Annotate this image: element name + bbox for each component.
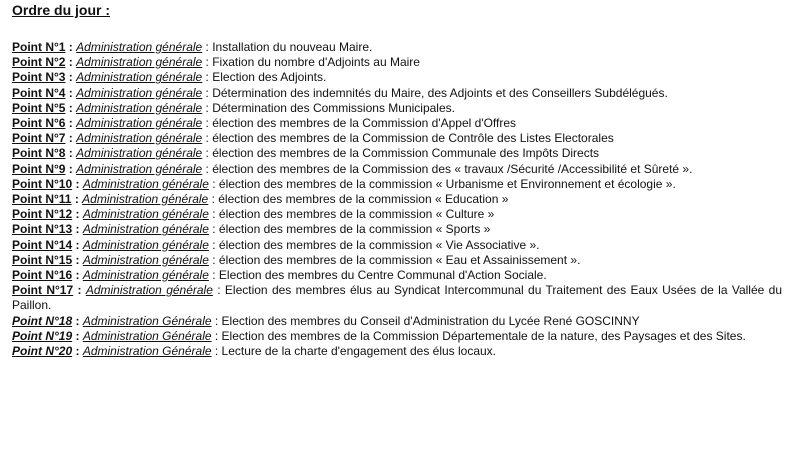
agenda-item-1 — [12, 40, 782, 55]
agenda-item-5 — [12, 101, 782, 116]
agenda-item-7 — [12, 131, 782, 146]
item-number: Point N°10 — [12, 176, 73, 191]
agenda-item-6 — [12, 116, 782, 131]
item-separator: : — [72, 252, 83, 267]
item-separator: : — [65, 85, 77, 100]
agenda-item-18 — [12, 314, 782, 329]
item-number: Point N°11 — [12, 192, 72, 207]
item-number: Point N°20 — [12, 344, 73, 359]
item-number: Point N°7 — [12, 131, 66, 146]
item-separator: : — [72, 328, 83, 343]
item-category: Administration générale — [76, 161, 203, 176]
item-number: Point N°9 — [12, 161, 66, 176]
agenda-item-14 — [12, 238, 782, 253]
item-description: : élection des membres de la commission « Culture » — [208, 207, 495, 222]
item-category: Administration Générale — [82, 328, 212, 343]
item-category: Administration générale — [76, 55, 203, 70]
item-number: Point N°1 — [12, 40, 66, 54]
item-description: : élection des membres de la Commission de Contrôle des Listes Electorales — [202, 131, 614, 146]
item-separator: : — [65, 70, 77, 85]
item-description: : Lecture de la charte d'engagement des élus locaux. — [211, 344, 497, 359]
item-separator: : — [65, 131, 77, 146]
item-description: : élection des membres de la Commission d'Appel d'Offres — [202, 116, 517, 131]
item-category: Administration générale — [82, 252, 209, 267]
item-separator: : — [73, 283, 86, 298]
agenda-item-13 — [12, 222, 782, 237]
item-number: Point N°15 — [12, 252, 73, 267]
item-description: : élection des membres de la commission « Urbanisme et Environnement et écologie ». — [208, 176, 676, 191]
item-separator: : — [65, 40, 77, 54]
item-separator: : — [71, 192, 83, 207]
item-separator: : — [65, 100, 77, 115]
item-number: Point N°13 — [12, 222, 73, 237]
item-category: Administration générale — [82, 176, 209, 191]
agenda-item-8 — [12, 146, 782, 161]
item-category: Administration Générale — [82, 344, 212, 359]
item-category: Administration générale — [85, 283, 213, 298]
item-description: : élection des membres de la Commission Communale des Impôts Directs — [202, 146, 600, 161]
item-category: Administration générale — [82, 192, 209, 207]
item-separator: : — [72, 176, 83, 191]
agenda-item-2 — [12, 55, 782, 70]
item-number: Point N°16 — [12, 268, 73, 283]
item-description: : élection des membres de la commission « Sports » — [208, 222, 491, 237]
item-category: Administration générale — [76, 40, 203, 54]
item-category: Administration générale — [82, 268, 209, 283]
agenda-item-15 — [12, 253, 782, 268]
item-description: : élection des membres de la Commission des « travaux /Sécurité /Accessibilité et Sûreté ». — [202, 161, 693, 176]
item-number: Point N°5 — [12, 100, 66, 115]
item-number: Point N°18 — [12, 313, 73, 328]
agenda-item-9 — [12, 162, 782, 177]
item-separator: : — [65, 55, 77, 70]
item-category: Administration générale — [76, 131, 203, 146]
item-number: Point N°17 — [12, 283, 74, 298]
agenda-item-19 — [12, 329, 782, 344]
item-description: : élection des membres de la commission « Vie Associative ». — [208, 237, 540, 252]
item-number: Point N°2 — [12, 55, 66, 70]
item-category: Administration générale — [76, 146, 203, 161]
item-description: : Election des membres de la Commission Départementale de la nature, des Paysages et des Sites. — [211, 328, 746, 343]
item-description: : Fixation du nombre d'Adjoints au Maire — [202, 55, 420, 70]
item-separator: : — [65, 116, 77, 131]
item-category: Administration Générale — [82, 313, 212, 328]
item-separator: : — [72, 207, 83, 222]
item-separator: : — [72, 237, 83, 252]
item-category: Administration générale — [76, 85, 203, 100]
item-category: Administration générale — [82, 237, 209, 252]
item-separator: : — [72, 344, 83, 359]
item-description: : élection des membres de la commission « Education » — [208, 192, 509, 207]
agenda-item-11 — [12, 192, 782, 207]
item-number: Point N°8 — [12, 146, 66, 161]
item-separator: : — [72, 268, 83, 283]
item-category: Administration générale — [76, 116, 203, 131]
item-number: Point N°3 — [12, 70, 66, 85]
item-number: Point N°4 — [12, 85, 66, 100]
item-description: : Election des Adjoints. — [202, 70, 327, 85]
item-description: : Détermination des Commissions Municipales. — [202, 100, 455, 115]
item-category: Administration générale — [76, 70, 203, 85]
item-description: : Election des membres élus au Syndicat Intercommunal du Traitement des Eaux Usées de la Vallée du Paillon. — [12, 283, 782, 313]
agenda-item-10 — [12, 177, 782, 192]
agenda-item-16 — [12, 268, 782, 283]
item-number: Point N°14 — [12, 237, 73, 252]
item-description: : Détermination des indemnités du Maire, des Adjoints et des Conseillers Subdélégués. — [202, 85, 668, 100]
item-separator: : — [65, 146, 77, 161]
item-category: Administration générale — [82, 222, 209, 237]
item-description: : Election des membres du Centre Communal d'Action Sociale. — [208, 268, 547, 283]
item-separator: : — [72, 222, 83, 237]
agenda-item-20 — [12, 344, 782, 359]
item-number: Point N°19 — [12, 328, 73, 343]
agenda-list — [12, 40, 782, 359]
item-separator: : — [72, 313, 83, 328]
item-description: : Installation du nouveau Maire. — [202, 40, 373, 54]
item-category: Administration générale — [76, 100, 203, 115]
item-category: Administration générale — [82, 207, 209, 222]
item-number: Point N°12 — [12, 207, 73, 222]
item-number: Point N°6 — [12, 116, 66, 131]
agenda-item-3 — [12, 70, 782, 85]
item-separator: : — [65, 161, 77, 176]
agenda-item-12 — [12, 207, 782, 222]
agenda-item-4 — [12, 86, 782, 101]
item-description: : Election des membres du Conseil d'Administration du Lycée René GOSCINNY — [211, 313, 640, 328]
agenda-item-17 — [12, 283, 782, 313]
page-title: Ordre du jour : — [12, 2, 110, 18]
item-description: : élection des membres de la commission « Eau et Assainissement ». — [208, 252, 581, 267]
